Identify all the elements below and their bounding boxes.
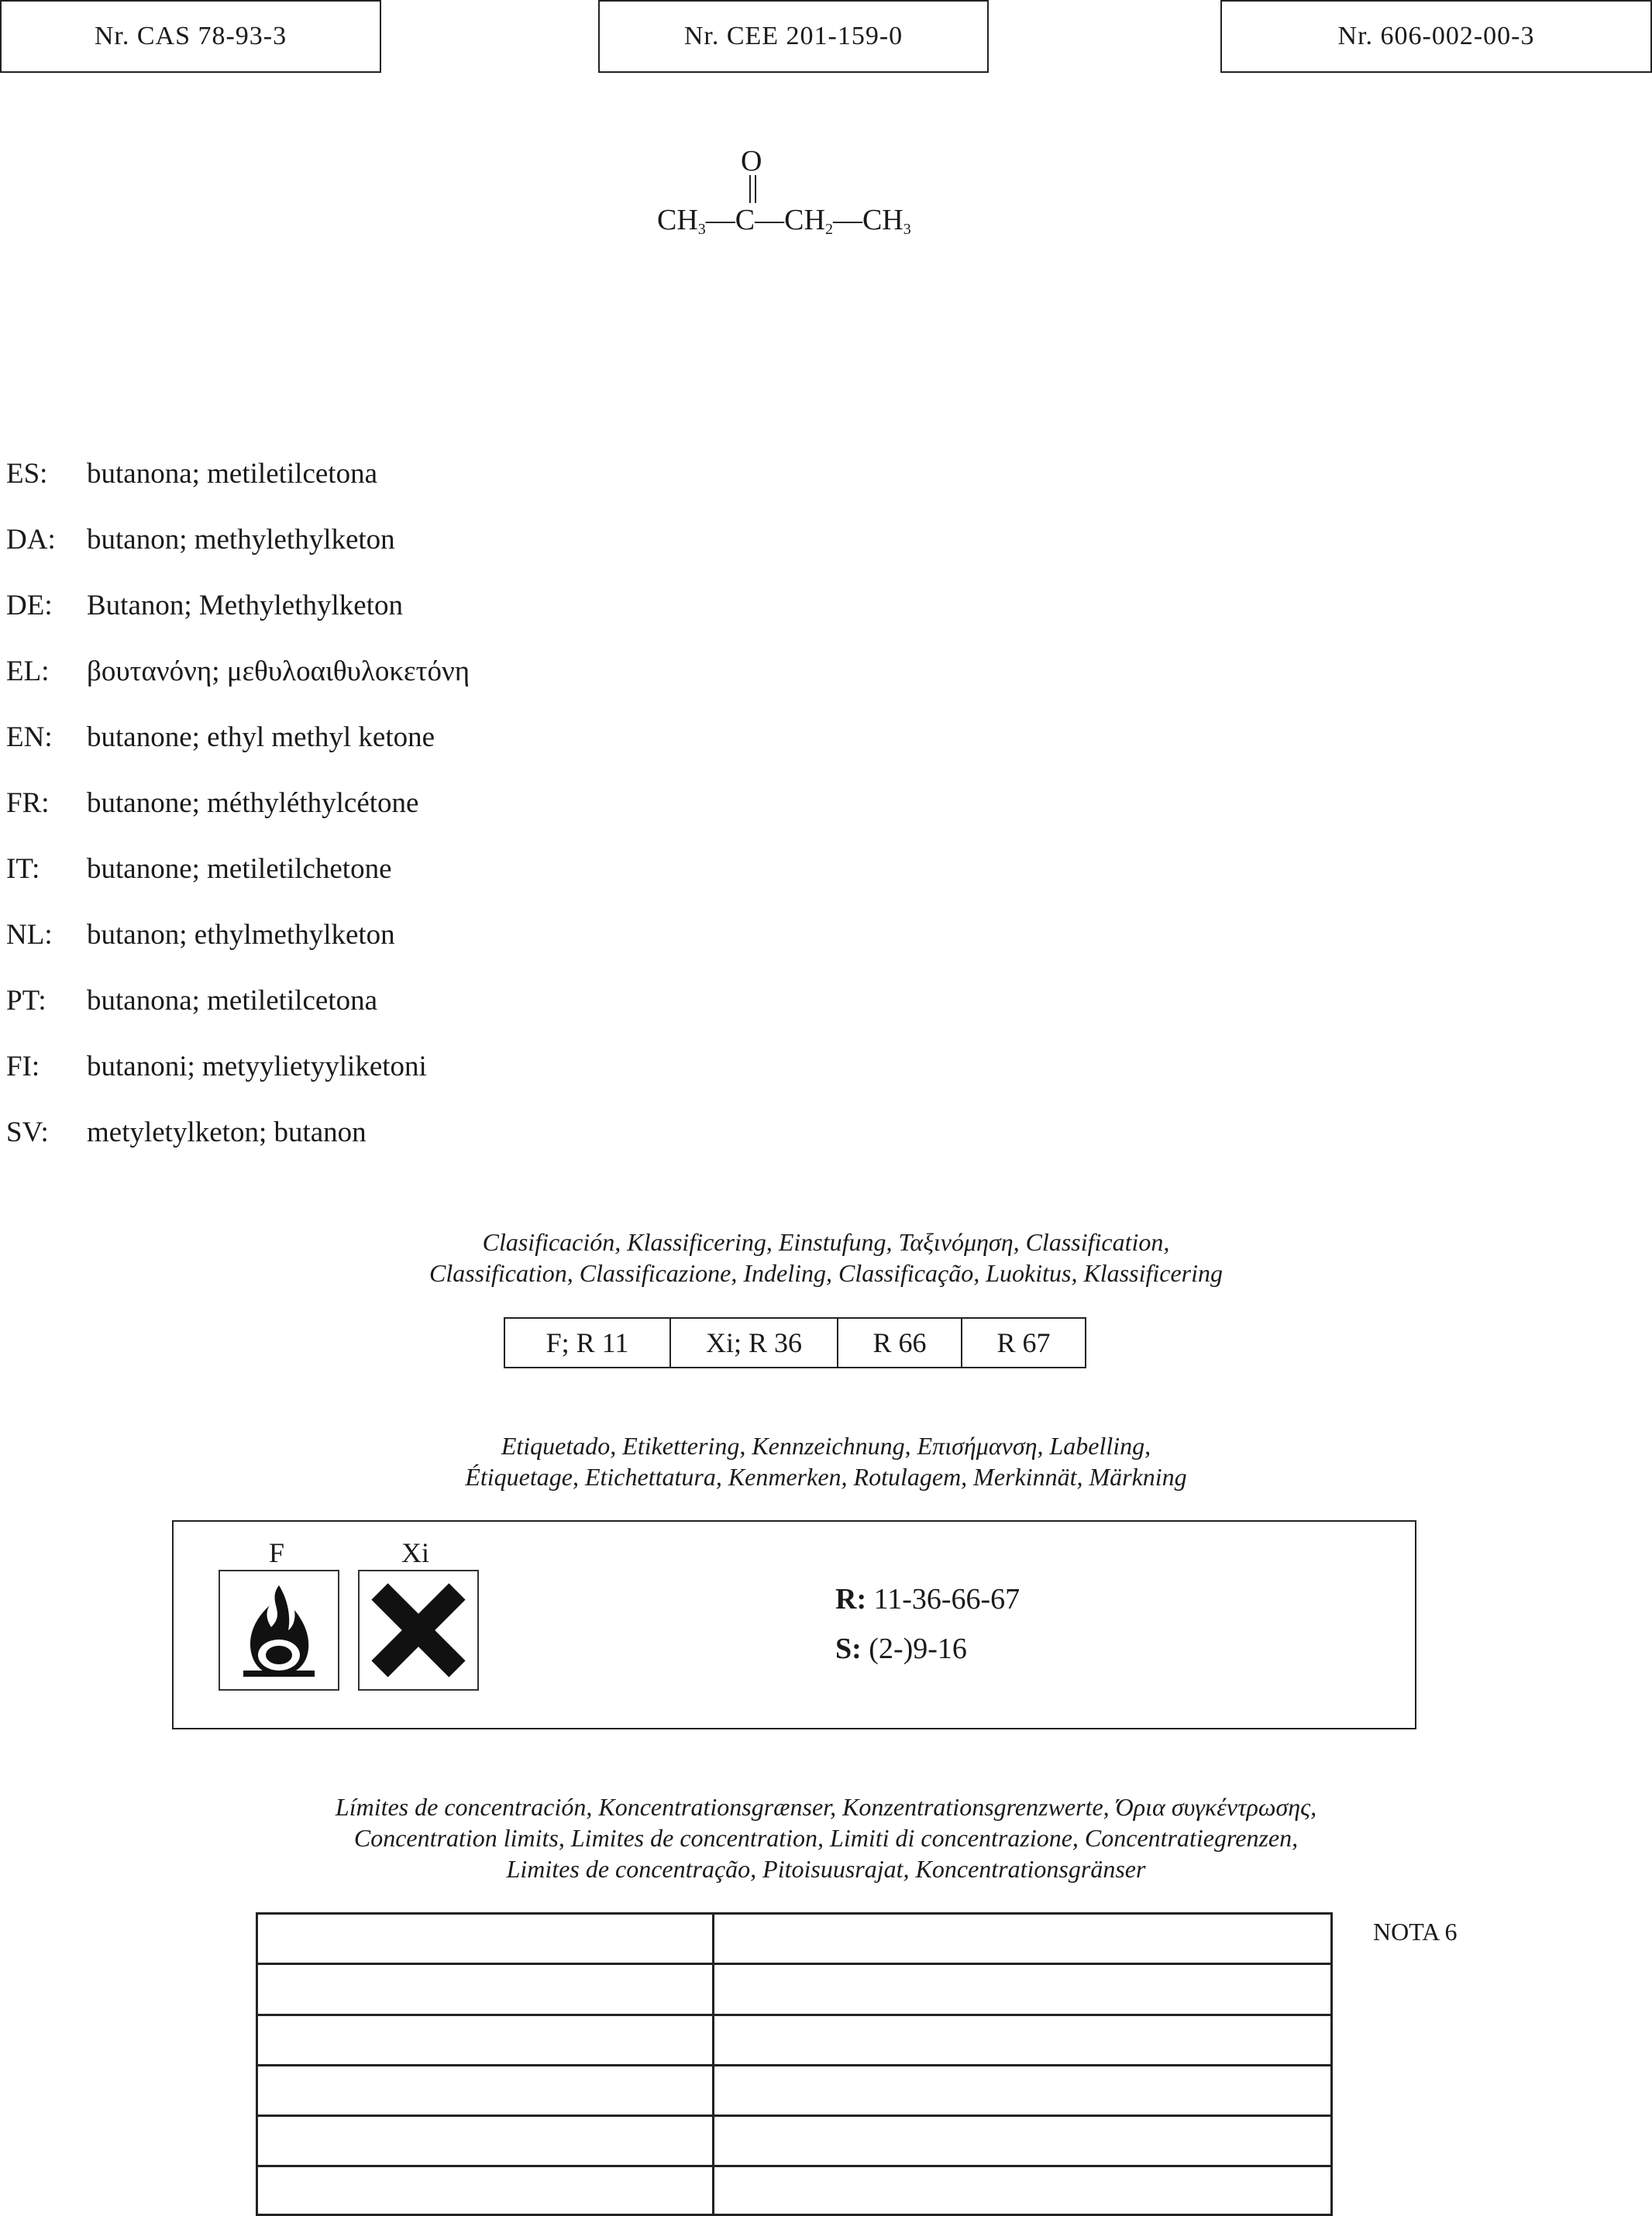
name-row-it: IT: butanone; metiletilchetone	[6, 853, 392, 885]
name-row-fr: FR: butanone; méthyléthylcétone	[6, 787, 419, 819]
name-row-sv: SV: metyletylketon; butanon	[6, 1117, 367, 1148]
index-number: Nr. 606-002-00-3	[1337, 22, 1535, 50]
safety-phrases: S: (2-)9-16	[835, 1633, 967, 1665]
name-row-da: DA: butanon; methylethylketon	[6, 524, 395, 556]
name-row-nl: NL: butanon; ethylmethylketon	[6, 919, 395, 951]
cee-number-box	[598, 0, 989, 73]
classification-cell: R 67	[996, 1327, 1051, 1358]
table-row	[258, 1963, 1330, 1965]
cas-number-box	[0, 0, 381, 73]
table-row	[258, 2114, 1330, 2117]
name-row-es: ES: butanona; metiletilcetona	[6, 458, 378, 490]
risk-phrases: R: 11-36-66-67	[835, 1583, 1020, 1616]
cross-icon	[358, 1570, 479, 1691]
table-row	[258, 2014, 1330, 2016]
labelling-heading: Etiquetado, Etikettering, Kennzeichnung, Επισήμανση, Labelling, Étiquetage, Etichettatura, Kenmerken, Rotulagem, Merkinnät, Märkning	[465, 1432, 1187, 1491]
table-row	[258, 2165, 1330, 2167]
name-row-fi: FI: butanoni; metyylietyyliketoni	[6, 1051, 427, 1082]
formula-oxygen: O	[741, 145, 762, 177]
flame-icon	[219, 1570, 339, 1691]
classification-heading: Clasificación, Klassificering, Einstufung, Ταξινόμηση, Classification, Classification, Classificazione, Indeling, Classificação, Luokitus, Klassificering	[428, 1228, 1223, 1287]
name-row-el: EL: βουτανόνη; μεθυλοαιθυλοκετόνη	[6, 656, 470, 687]
cee-number: Nr. CEE 201-159-0	[683, 22, 903, 50]
name-row-pt: PT: butanona; metiletilcetona	[6, 985, 378, 1017]
symbol-letter-xi: Xi	[401, 1537, 429, 1568]
formula-double-bond	[749, 175, 756, 203]
formula-chain: $CH_3—C—CH_2—CH_3$	[657, 204, 911, 238]
concentration-heading: Límites de concentración, Koncentrationsgrænser, Konzentrationsgrenzwerte, Όρια συγκέντρωσης, Concentration limits, Limites de concentration, Limiti di concentrazione, Concentratiegrenzen, Limites de concentração, Pitoisuusrajat, Koncentrationsgränser	[335, 1793, 1317, 1883]
symbol-letter-f: F	[269, 1537, 285, 1568]
cas-number: Nr. CAS 78-93-3	[94, 22, 287, 50]
classification-cell: R 66	[838, 1319, 962, 1367]
table-row	[258, 2064, 1330, 2066]
name-row-de: DE: Butanon; Methylethylketon	[6, 590, 403, 621]
classification-table	[504, 1317, 1086, 1368]
nota-label: NOTA 6	[1373, 1918, 1458, 1946]
index-number-box	[1220, 0, 1652, 73]
classification-cell: Xi; R 36	[671, 1319, 838, 1367]
classification-cell: F; R 11	[505, 1319, 671, 1367]
name-row-en: EN: butanone; ethyl methyl ketone	[6, 721, 435, 753]
concentration-table	[256, 1912, 1333, 2216]
